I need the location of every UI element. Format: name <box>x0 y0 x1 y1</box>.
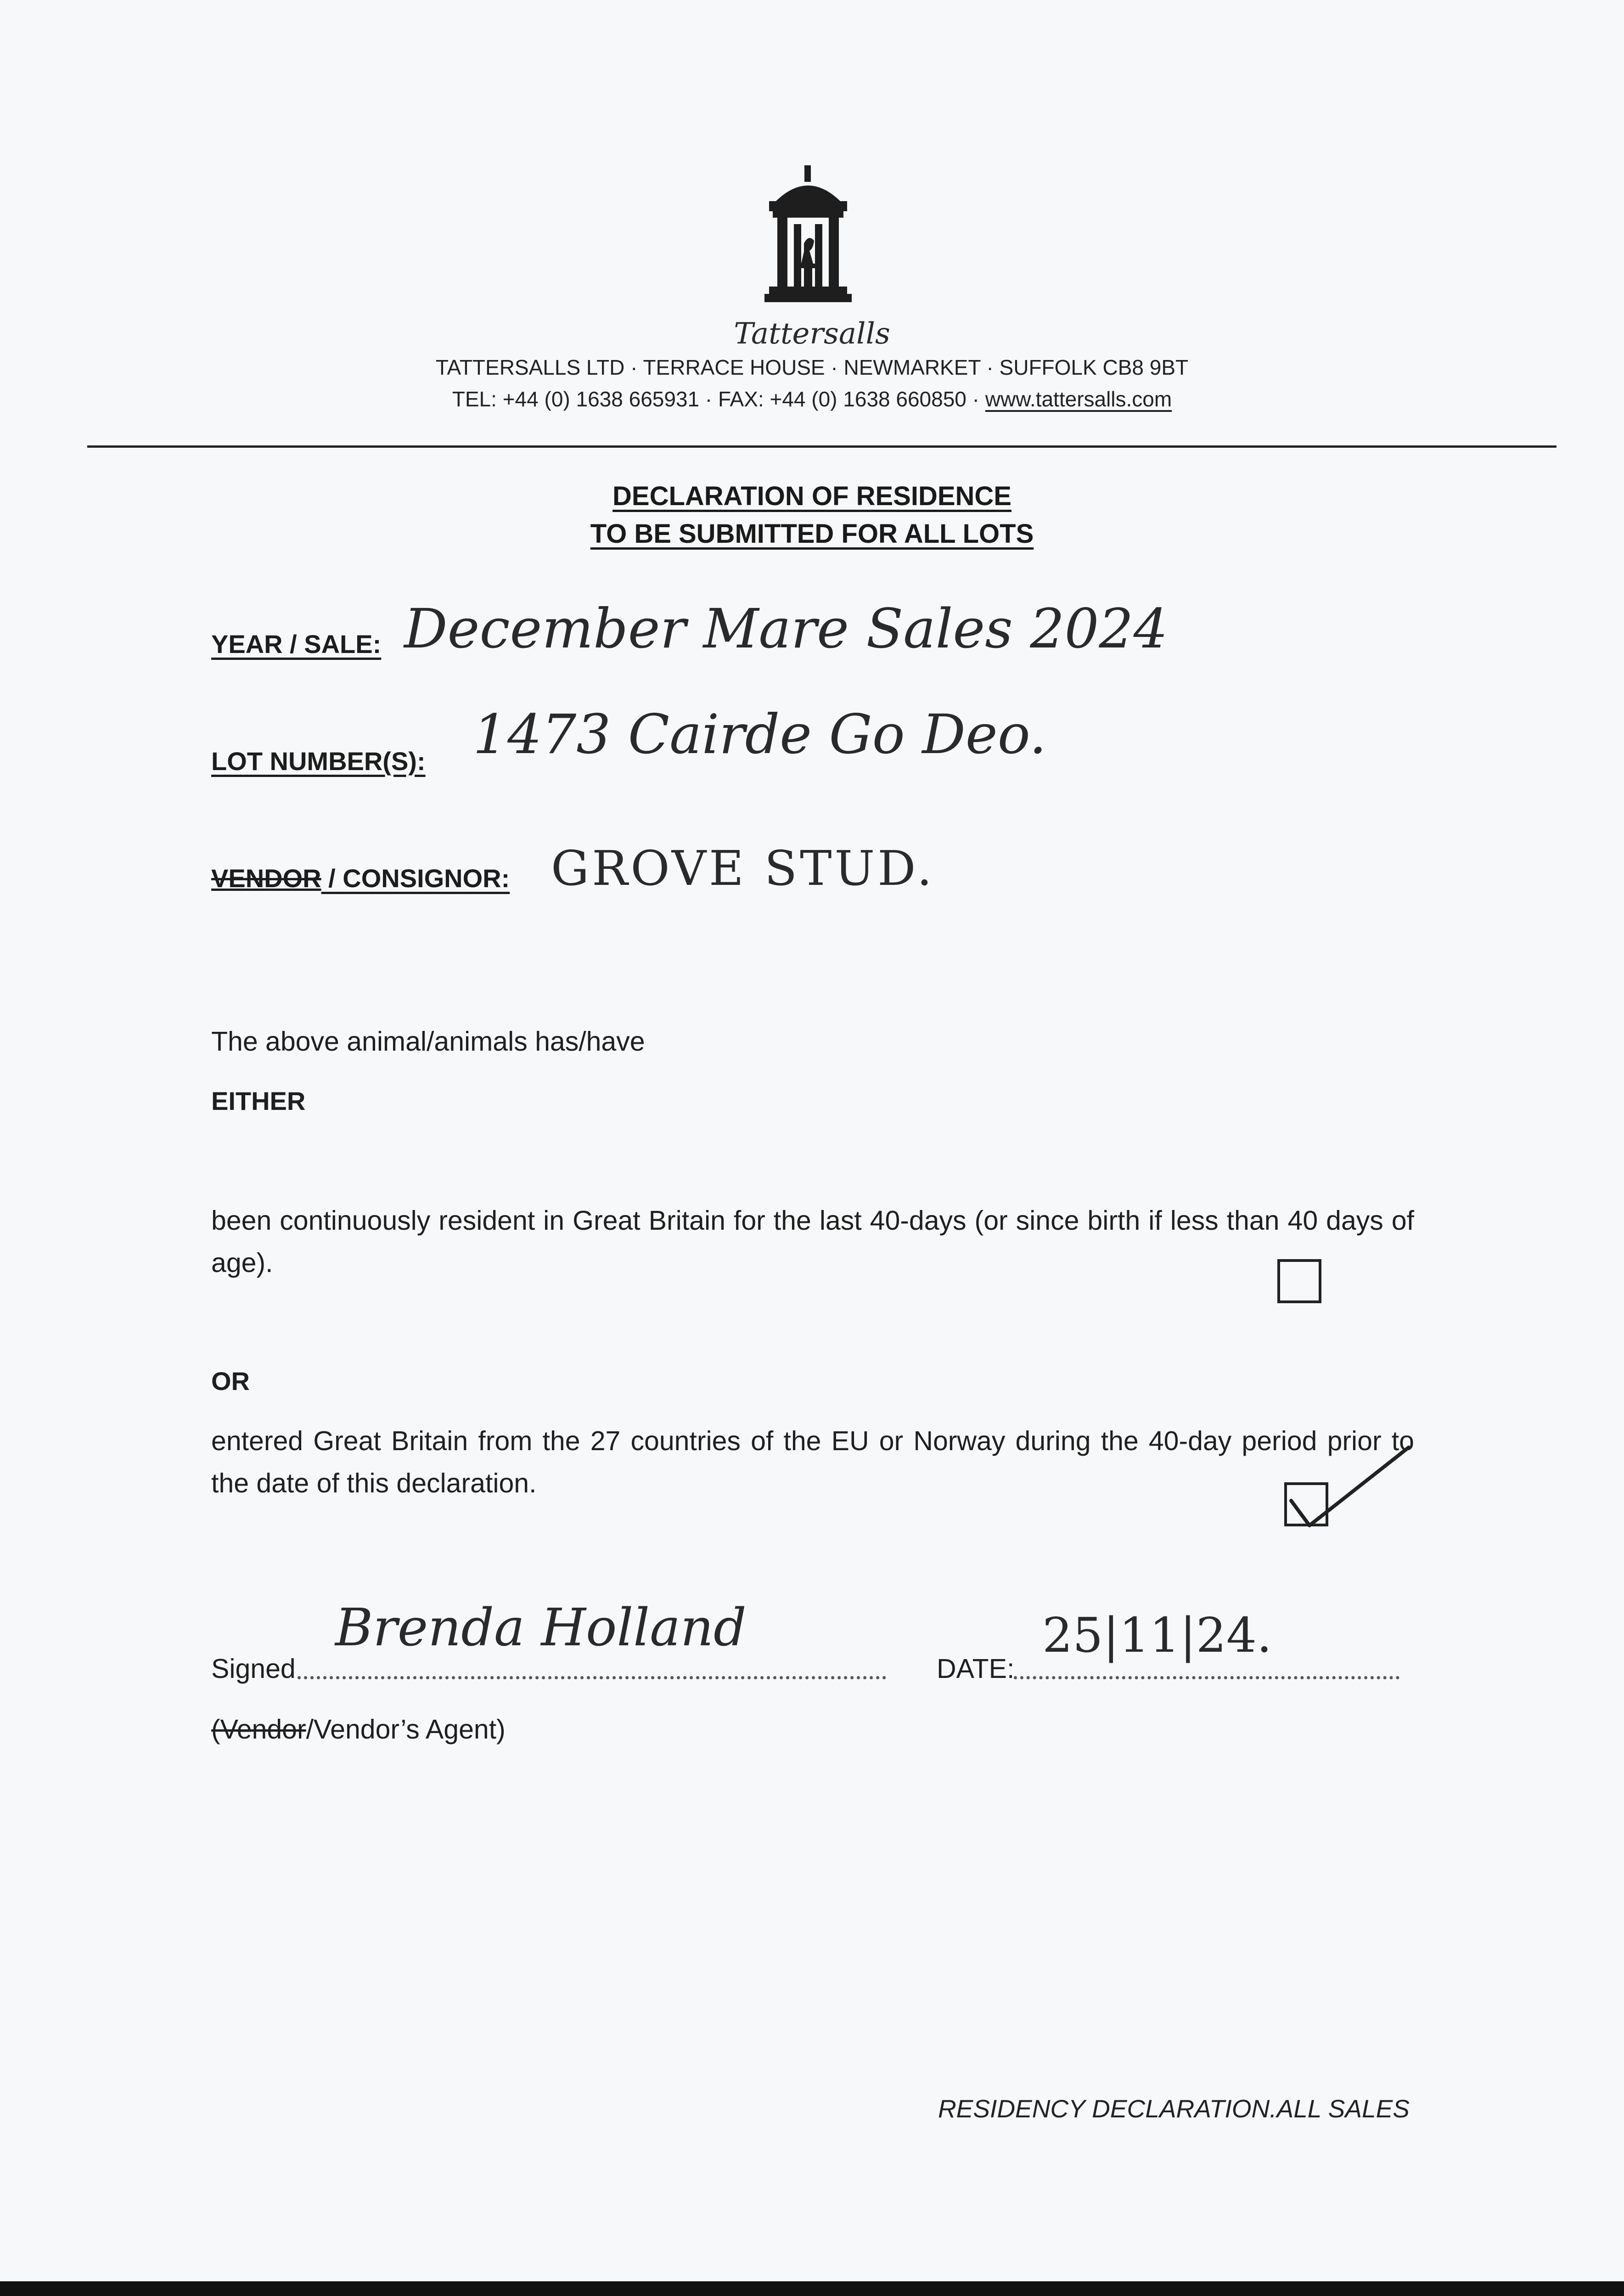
checkmark-icon <box>1281 1424 1414 1534</box>
vendor-struck-label: VENDOR <box>211 864 321 893</box>
website-link[interactable]: www.tattersalls.com <box>985 387 1172 411</box>
option-1-text: been continuously resident in Great Britain for the last 40-days (or since birth if less than 40 days of age). <box>211 1205 1414 1278</box>
brand-name: Tattersalls <box>734 317 890 351</box>
option-2-text: entered Great Britain from the 27 countries of the EU or Norway during the 40-day period prior to the date of this declaration. <box>211 1426 1414 1498</box>
option-1-checkbox[interactable] <box>1277 1259 1321 1303</box>
intro-text: The above animal/animals has/have <box>211 1026 645 1057</box>
form-name: RESIDENCY DECLARATION.ALL SALES <box>938 2094 1410 2123</box>
role-text: /Vendor’s Agent) <box>306 1714 506 1745</box>
bottom-edge <box>0 2281 1624 2296</box>
consignor-value[interactable]: GROVE STUD. <box>551 840 935 896</box>
title-line-2: TO BE SUBMITTED FOR ALL LOTS <box>590 519 1034 549</box>
role-struck: (Vendor <box>211 1714 306 1745</box>
or-heading: OR <box>211 1367 250 1396</box>
header-divider <box>87 445 1557 448</box>
year-sale-value[interactable]: December Mare Sales 2024 <box>404 597 1168 660</box>
date-label: DATE: <box>937 1654 1015 1684</box>
consignor-label <box>211 863 510 893</box>
contact-numbers: TEL: +44 (0) 1638 665931 · FAX: +44 (0) 1638 660850 · <box>452 387 985 411</box>
lot-number-value[interactable]: 1473 Cairde Go Deo. <box>473 703 1047 766</box>
year-sale-label: YEAR / SALE: <box>211 630 382 658</box>
signed-label: Signed <box>211 1654 296 1684</box>
title-line-1: DECLARATION OF RESIDENCE <box>613 481 1011 511</box>
consignor-label-text: / CONSIGNOR: <box>321 864 510 893</box>
signatory-role <box>211 1708 506 1750</box>
company-contact <box>0 387 1624 411</box>
tattersalls-logo <box>760 165 856 317</box>
company-address: TATTERSALLS LTD · TERRACE HOUSE · NEWMARKET · SUFFOLK CB8 9BT <box>435 355 1189 379</box>
date-value[interactable]: 25|11|24. <box>1042 1607 1272 1663</box>
signature-line <box>298 1676 886 1679</box>
lot-number-label: LOT NUMBER(S): <box>211 747 426 776</box>
document-title <box>0 478 1624 553</box>
signature-value[interactable]: Brenda Holland <box>335 1598 747 1658</box>
either-heading: EITHER <box>211 1086 306 1115</box>
date-line <box>1014 1676 1399 1679</box>
